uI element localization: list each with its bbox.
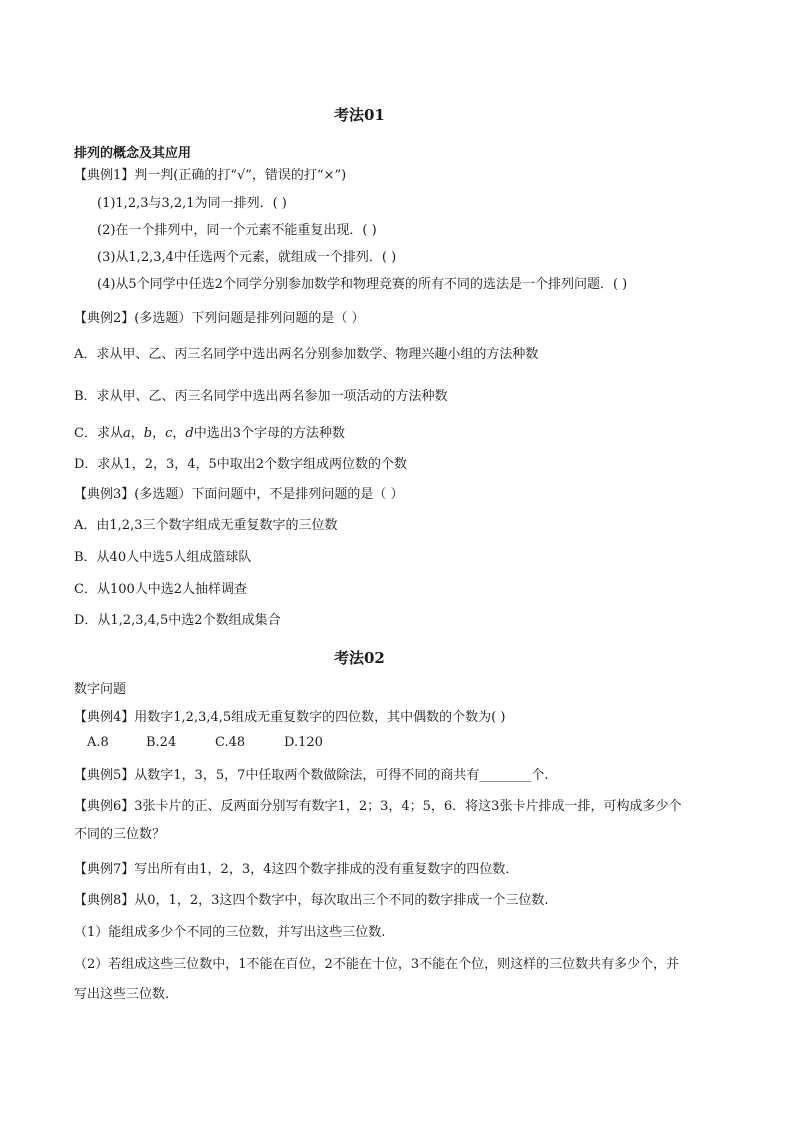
letter-b: b bbox=[143, 426, 153, 441]
separator: ， bbox=[152, 426, 166, 441]
example-4-option-a: A.8 bbox=[87, 735, 109, 750]
section-title-1: 考法01 bbox=[334, 106, 385, 124]
section-topic-2: 数字问题 bbox=[74, 682, 127, 697]
example-6-line-2: 不同的三位数？ bbox=[74, 827, 166, 842]
example-4-option-d: D.120 bbox=[284, 735, 323, 750]
example-2-option-a: A．求从甲、乙、丙三名同学中选出两名分别参加数学、物理兴趣小组的方法种数 bbox=[74, 347, 539, 362]
example-3-option-b: B．从40人中选5人组成篮球队 bbox=[74, 550, 252, 565]
example-4-option-b: B.24 bbox=[146, 735, 177, 750]
example-8-question-1: （1）能组成多少个不同的三位数，并写出这些三位数. bbox=[74, 925, 386, 940]
example-3-option-a: A．由1,2,3三个数字组成无重复数字的三位数 bbox=[74, 518, 338, 533]
example-8-question-2-line-1: （2）若组成这些三位数中，1不能在百位，2不能在十位，3不能在个位，则这样的三位数共有多少个，并 bbox=[74, 957, 680, 972]
example-1-item-4: (4)从5个同学中任选2个同学分别参加数学和物理竞赛的所有不同的选法是一个排列问题．( ) bbox=[97, 277, 628, 292]
example-3-header: 【典例3】(多选题）下面问题中，不是排列问题的是（ ） bbox=[74, 487, 404, 502]
example-1-item-3: (3)从1,2,3,4中任选两个元素，就组成一个排列．( ) bbox=[97, 250, 397, 265]
example-2-option-c bbox=[74, 425, 345, 443]
section-title-2: 考法02 bbox=[334, 649, 385, 667]
example-5: 【典例5】从数字1，3，5，7中任取两个数做除法，可得不同的商共有________个. bbox=[74, 768, 549, 783]
separator: ， bbox=[172, 426, 186, 441]
example-4-option-c: C.48 bbox=[215, 735, 246, 750]
letter-c: c bbox=[165, 426, 173, 441]
example-3-option-d: D．从1,2,3,4,5中选2个数组成集合 bbox=[74, 613, 281, 628]
example-3-option-c: C．从100人中选2人抽样调查 bbox=[74, 582, 248, 597]
example-6-line-1: 【典例6】3张卡片的正、反两面分别写有数字1，2；3，4；5，6．将这3张卡片排成一排，可构成多少个 bbox=[74, 799, 682, 814]
separator: ， bbox=[130, 426, 144, 441]
example-2-option-d: D．求从1，2，3，4，5中取出2个数字组成两位数的个数 bbox=[74, 457, 408, 472]
option-c-prefix: C．求从 bbox=[74, 426, 123, 441]
example-2-header: 【典例2】(多选题）下列问题是排列问题的是（ ） bbox=[74, 311, 365, 326]
example-7: 【典例7】写出所有由1，2，3，4这四个数字排成的没有重复数字的四位数． bbox=[74, 862, 519, 877]
example-8-header: 【典例8】从0，1，2，3这四个数字中，每次取出三个不同的数字排成一个三位数. bbox=[74, 893, 549, 908]
letter-a: a bbox=[122, 426, 131, 441]
section-topic-1: 排列的概念及其应用 bbox=[74, 146, 192, 161]
example-8-question-2-line-2: 写出这些三位数. bbox=[74, 987, 170, 1002]
example-1-header: 【典例1】判一判(正确的打“√”，错误的打“×”) bbox=[74, 168, 347, 183]
example-1-item-2: (2)在一个排列中，同一个元素不能重复出现．( ) bbox=[97, 223, 377, 238]
option-c-suffix: 中选出3个字母的方法种数 bbox=[193, 426, 345, 441]
example-1-item-1: (1)1,2,3与3,2,1为同一排列．( ) bbox=[97, 196, 287, 211]
example-4-header: 【典例4】用数字1,2,3,4,5组成无重复数字的四位数，其中偶数的个数为( ) bbox=[74, 710, 506, 725]
letter-d: d bbox=[185, 426, 194, 441]
example-2-option-b: B．求从甲、乙、丙三名同学中选出两名参加一项活动的方法种数 bbox=[74, 389, 448, 404]
